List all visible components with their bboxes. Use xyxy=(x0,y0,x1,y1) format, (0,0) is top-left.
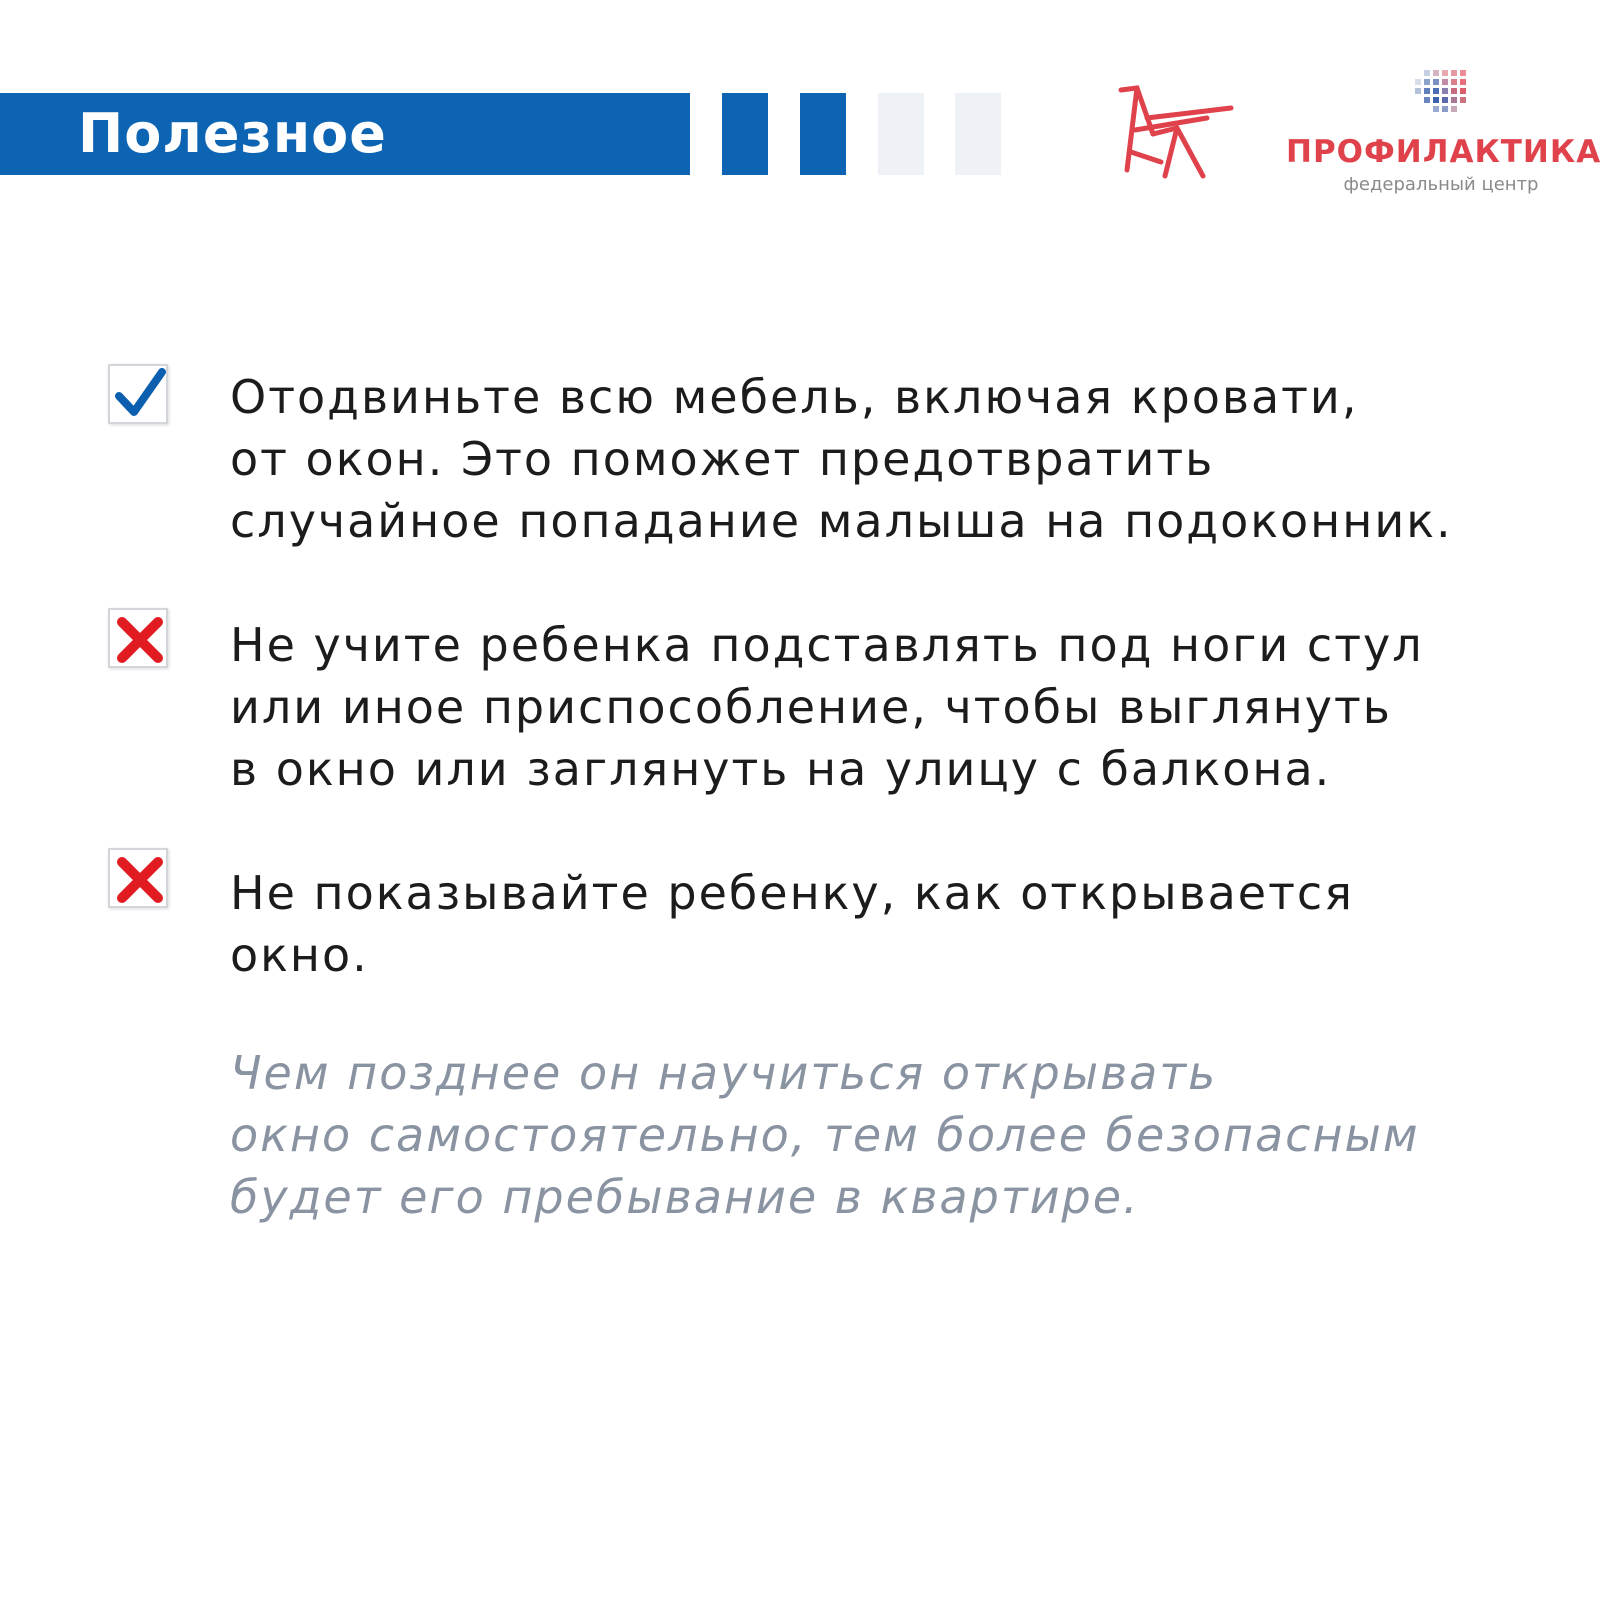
chair-logo-icon xyxy=(1115,84,1235,184)
grid-logo-icon xyxy=(1410,70,1480,120)
header-decor-block xyxy=(722,93,768,175)
brand-subtitle: федеральный центр xyxy=(1343,174,1539,195)
note-text: Чем позднее он научиться открывать окно самостоятельно, тем более безопасным будет его пребывание в квартире. xyxy=(230,1046,1420,1224)
brand-name: ПРОФИЛАКТИКА xyxy=(1286,134,1602,170)
checkbox xyxy=(108,608,168,668)
checkbox xyxy=(108,364,168,424)
page-title: Полезное xyxy=(78,102,387,165)
cross-icon xyxy=(110,610,170,670)
header-decor-block xyxy=(800,93,846,175)
list-item-text: Не показывайте ребенку, как открывается окно. xyxy=(230,866,1354,982)
checkmark-icon xyxy=(110,366,170,426)
cross-icon xyxy=(110,850,170,910)
header-decor-block xyxy=(955,93,1001,175)
checkbox xyxy=(108,848,168,908)
list-item-text: Не учите ребенка подставлять под ноги стул или иное приспособление, чтобы выглянуть в окно или заглянуть на улицу с балкона. xyxy=(230,618,1424,796)
header-decor-block xyxy=(878,93,924,175)
list-item-text: Отодвиньте всю мебель, включая кровати, от окон. Это поможет предотвратить случайное попадание малыша на подоконник. xyxy=(230,370,1453,548)
